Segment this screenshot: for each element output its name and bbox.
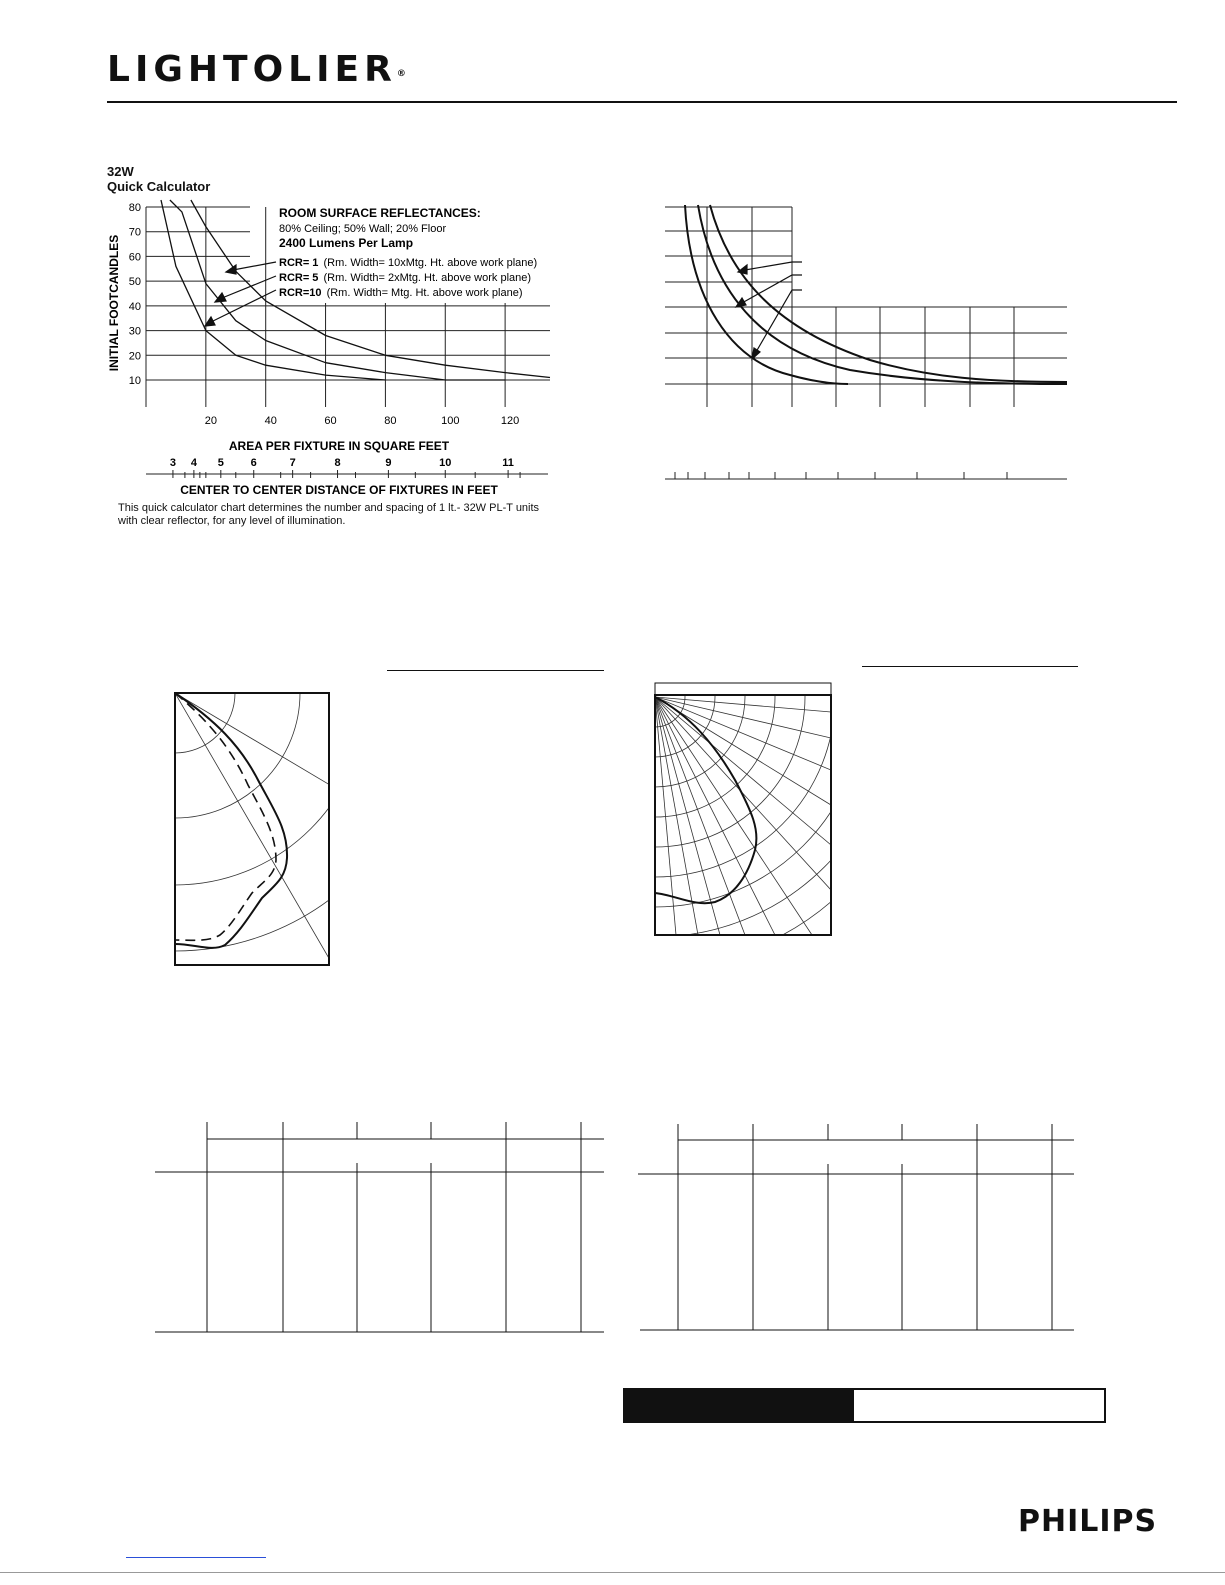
distance-tick-label: 3 bbox=[169, 457, 176, 469]
section-rule-left bbox=[387, 670, 604, 671]
y-tick-label: 80 bbox=[128, 202, 141, 214]
y-tick-label: 50 bbox=[128, 276, 141, 289]
brand-logo: LIGHTOLIER® bbox=[107, 49, 406, 90]
candlepower-curve-left bbox=[172, 690, 332, 968]
x-tick-label: 40 bbox=[264, 415, 277, 427]
distance-axis-label: CENTER TO CENTER DISTANCE OF FIXTURES IN FEET bbox=[180, 483, 498, 497]
y-tick-label: 70 bbox=[128, 226, 141, 239]
distance-tick-label: 7 bbox=[289, 457, 296, 469]
distance-tick-label: 10 bbox=[439, 457, 452, 469]
unlabeled-chart-curves bbox=[685, 205, 1067, 384]
distance-tick-label: 5 bbox=[217, 457, 224, 469]
legend-rcr-10-note: (Rm. Width= Mtg. Ht. above work plane) bbox=[326, 287, 523, 299]
x-axis-label: AREA PER FIXTURE IN SQUARE FEET bbox=[228, 439, 450, 453]
legend-rcr-10-label: RCR=10 bbox=[279, 287, 322, 299]
footer-rule bbox=[0, 1572, 1225, 1573]
wattage-label: 32W bbox=[107, 164, 134, 179]
y-tick-label: 20 bbox=[128, 350, 141, 363]
distance-tick-label: 4 bbox=[190, 457, 197, 469]
legend-rcr-1-label: RCR= 1 bbox=[279, 257, 319, 269]
x-tick-label: 120 bbox=[500, 415, 520, 427]
y-tick-label: 40 bbox=[128, 300, 141, 313]
photometric-table-right bbox=[636, 1120, 1078, 1334]
photometric-table-left bbox=[152, 1118, 607, 1336]
y-tick-label: 60 bbox=[128, 251, 141, 264]
x-tick-label: 80 bbox=[384, 415, 397, 427]
distance-tick-labels bbox=[170, 457, 520, 478]
distance-tick-label: 6 bbox=[250, 457, 257, 469]
x-tick-label: 60 bbox=[324, 415, 337, 427]
legend-rcr-1 bbox=[279, 257, 537, 269]
y-tick-label: 10 bbox=[128, 375, 141, 387]
distance-tick-label: 9 bbox=[385, 457, 392, 469]
quick-calculator-title bbox=[107, 164, 210, 194]
lumens-label: 2400 Lumens Per Lamp bbox=[279, 236, 414, 250]
distance-tick-label: 8 bbox=[334, 457, 341, 469]
philips-logo: PHILIPS bbox=[1018, 1504, 1158, 1539]
legend-rcr-5-label: RCR= 5 bbox=[279, 272, 319, 284]
unlabeled-calculator-chart bbox=[655, 195, 1075, 495]
footer-link-underline[interactable] bbox=[126, 1557, 266, 1558]
x-tick-label: 20 bbox=[204, 415, 217, 427]
legend-rcr-10 bbox=[279, 287, 523, 299]
calculator-caption bbox=[118, 502, 548, 528]
reflectances-heading: ROOM SURFACE REFLECTANCES: bbox=[279, 206, 481, 220]
candlepower-curve-right bbox=[652, 680, 834, 938]
header-rule bbox=[107, 101, 1177, 103]
caption-line-1: This quick calculator chart determines the number and spacing of 1 lt.- 32W PL-T units bbox=[118, 502, 540, 514]
y-tick-label: 30 bbox=[128, 325, 141, 338]
y-tick-labels bbox=[129, 202, 141, 387]
y-axis-label: INITIAL FOOTCANDLES bbox=[107, 234, 121, 372]
x-tick-labels bbox=[205, 415, 520, 427]
legend-rcr-5 bbox=[279, 272, 531, 284]
legend-rcr-1-note: (Rm. Width= 10xMtg. Ht. above work plane) bbox=[323, 257, 538, 269]
legend-rcr-5-note: (Rm. Width= 2xMtg. Ht. above work plane) bbox=[323, 272, 532, 284]
reflectances-values: 80% Ceiling; 50% Wall; 20% Floor bbox=[279, 223, 447, 235]
section-rule-right bbox=[862, 666, 1078, 667]
distance-tick-label: 11 bbox=[502, 457, 514, 469]
caption-line-2: with clear reflector, for any level of illumination. bbox=[118, 515, 346, 527]
footer-bar-fill bbox=[625, 1390, 854, 1421]
quick-calculator-chart bbox=[100, 195, 560, 500]
calculator-label: Quick Calculator bbox=[107, 179, 211, 194]
x-tick-label: 100 bbox=[441, 415, 460, 427]
